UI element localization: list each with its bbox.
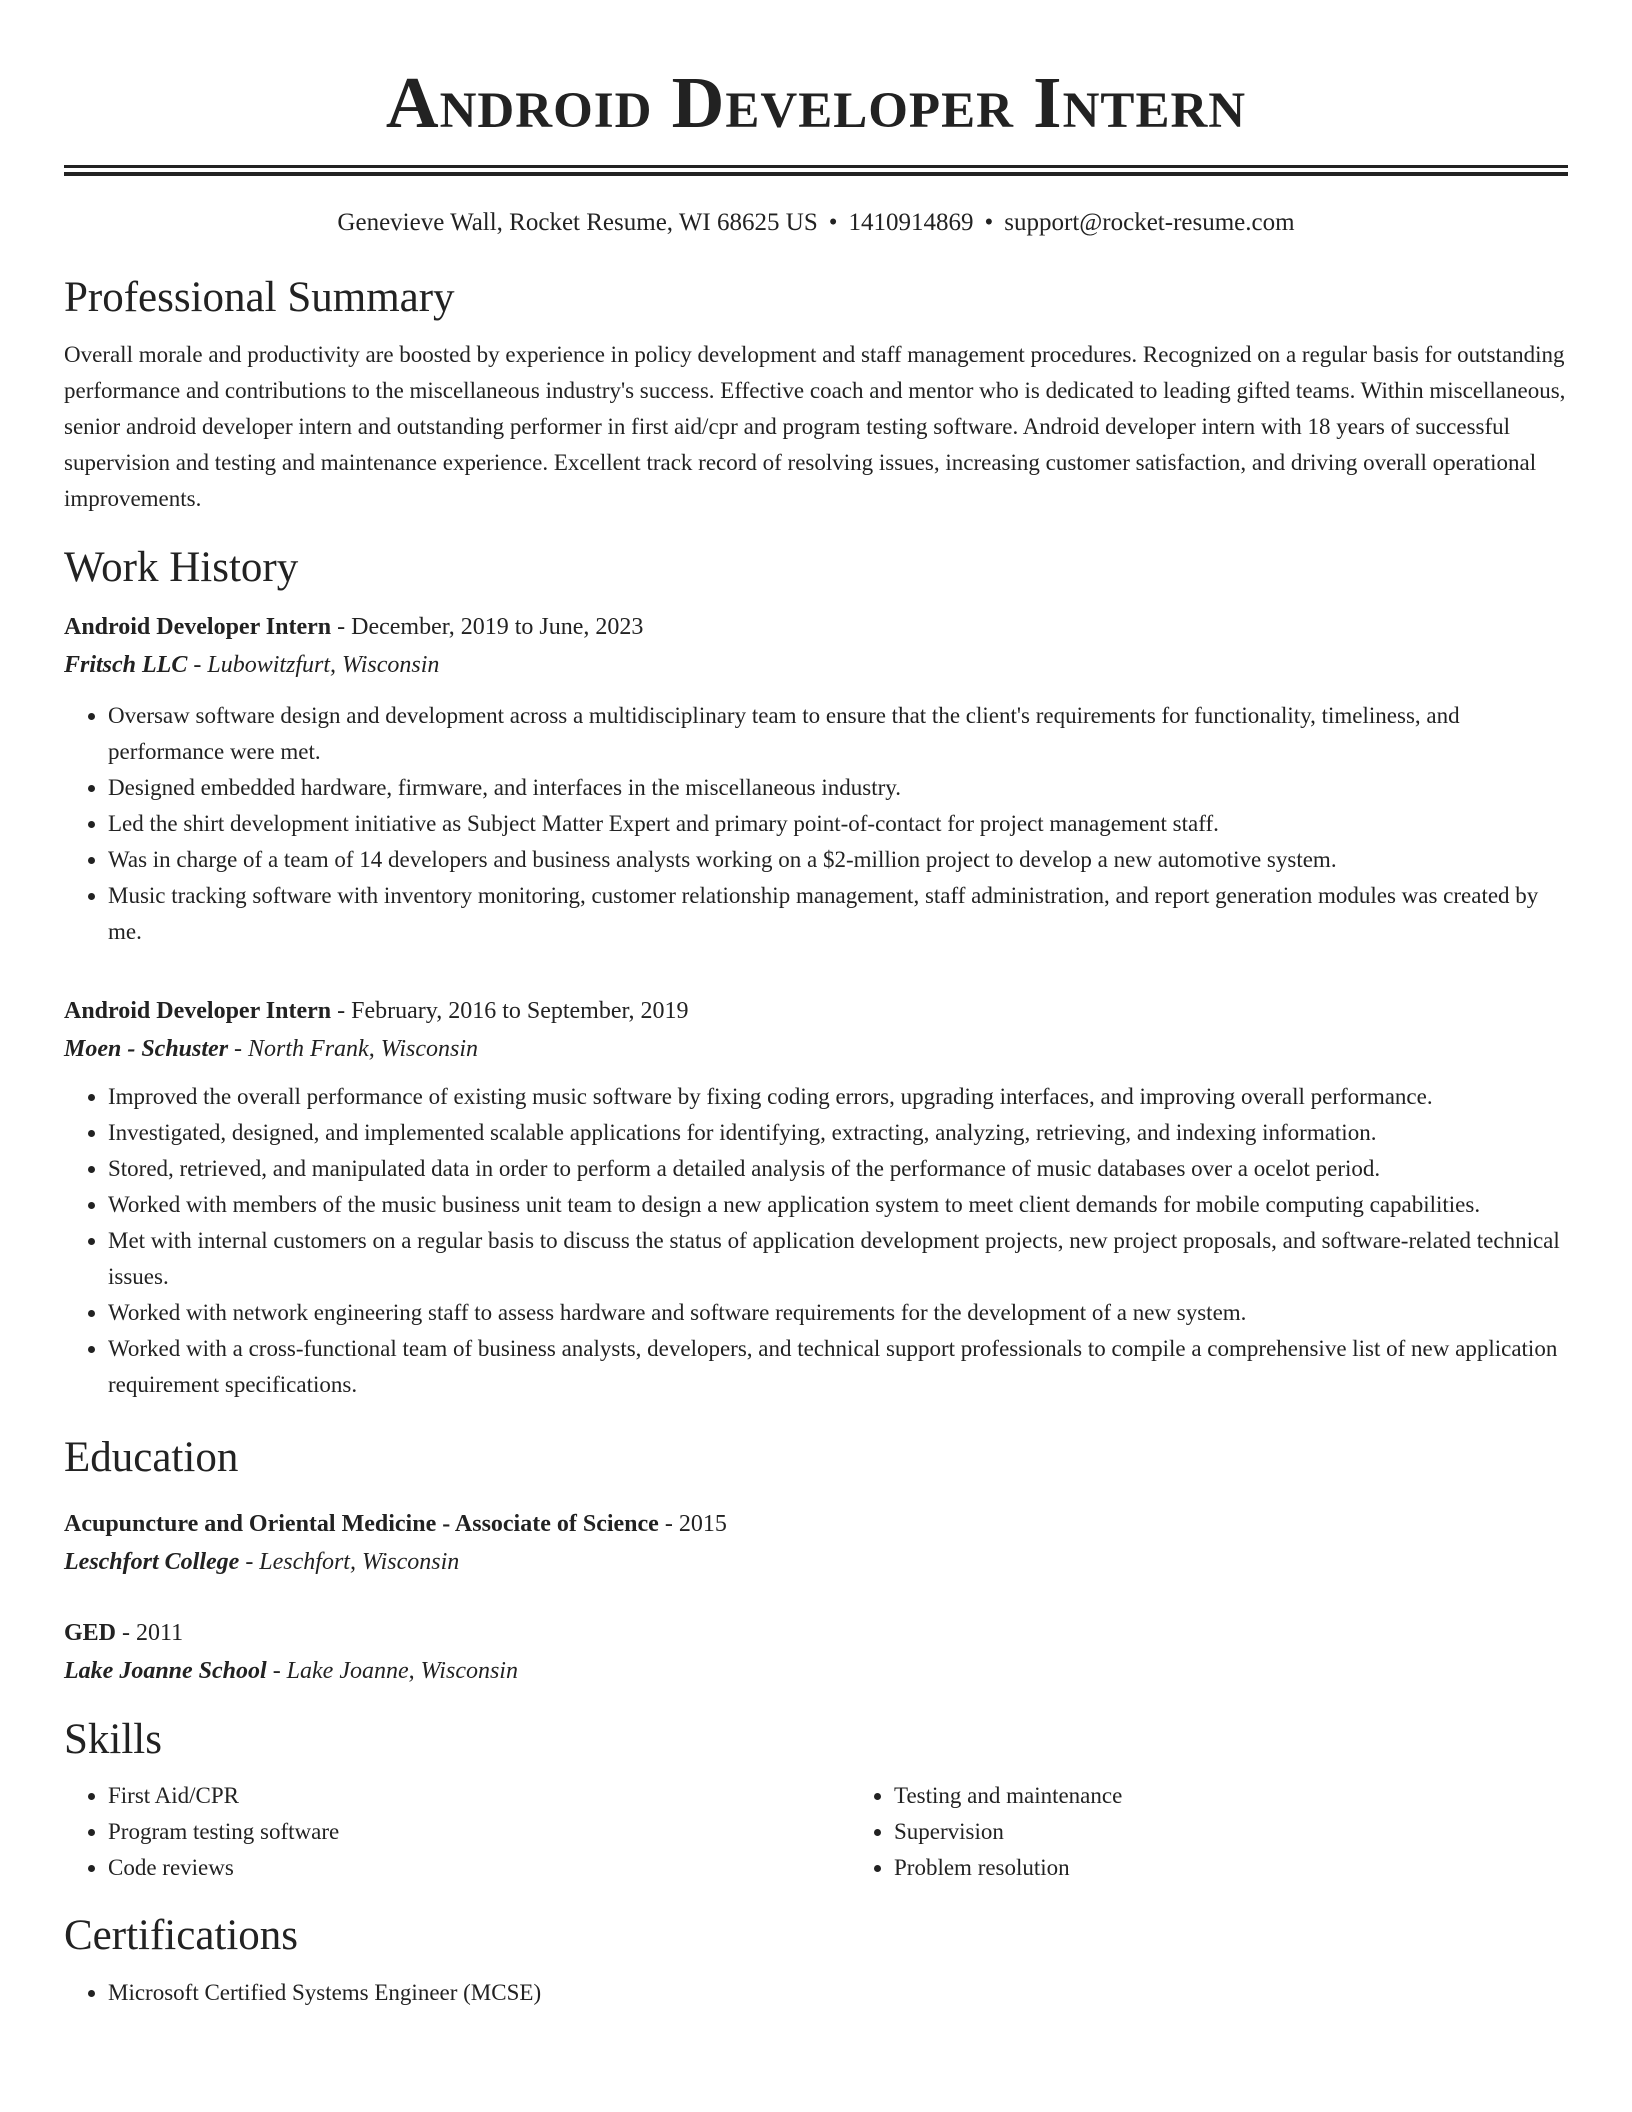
section-heading-education: Education <box>64 1434 239 1481</box>
summary-text: Overall morale and productivity are boosted by experience in policy development and staff management procedures. Recognized on a regular basis for outstanding performance and contributions to the miscellaneous industry's success. Effective coach and mentor who is dedicated to leading gifted teams. Within miscellaneous, senior android developer intern and outstanding performer in first aid/cpr and program testing software. Android developer intern with 18 years of successful supervision and testing and maintenance experience. Excellent track record of resolving issues, increasing customer satisfaction, and driving overall operational improvements. <box>64 342 1566 511</box>
job-bullet: • Was in charge of a team of 14 developers and business analysts working on a $2-million project to develop a new automotive system. <box>108 842 1568 878</box>
job-bullet: • Music tracking software with inventory monitoring, customer relationship management, staff administration, and report generation modules was created by me. <box>108 878 1568 950</box>
education-entry <box>64 1505 1568 1581</box>
job-employer <box>64 1030 1568 1068</box>
skills-list-left <box>64 1778 850 1886</box>
job-dates: - February, 2016 to September, 2019 <box>331 998 689 1024</box>
certification-item: • Microsoft Certified Systems Engineer (MCSE) <box>108 1975 1568 2011</box>
education-degree: Acupuncture and Oriental Medicine - Associate of Science <box>64 1511 659 1537</box>
education-school: Leschfort College <box>64 1549 240 1575</box>
job-bullet: • Worked with a cross-functional team of business analysts, developers, and technical support professionals to compile a comprehensive list of new application requirement specifications. <box>108 1331 1568 1403</box>
job-bullet: • Stored, retrieved, and manipulated data in order to perform a detailed analysis of the performance of music databases over a ocelot period. <box>108 1151 1568 1187</box>
title-divider <box>64 165 1568 176</box>
job-bullet: • Worked with members of the music business unit team to design a new application system to meet client demands for mobile computing capabilities. <box>108 1187 1568 1223</box>
contact-address: Genevieve Wall, Rocket Resume, WI 68625 US <box>337 209 818 236</box>
education-location: - Lake Joanne, Wisconsin <box>266 1658 518 1684</box>
education-year: - 2015 <box>658 1511 727 1537</box>
job-bullet: • Met with internal customers on a regular basis to discuss the status of application development projects, new project proposals, and software-related technical issues. <box>108 1223 1568 1295</box>
section-heading-summary: Professional Summary <box>64 274 455 321</box>
job-bullet: • Investigated, designed, and implemented scalable applications for identifying, extracting, analyzing, retrieving, and indexing information. <box>108 1115 1568 1151</box>
job-employer <box>64 646 1568 684</box>
contact-phone: 1410914869 <box>848 209 974 236</box>
job-company: Moen - Schuster <box>64 1036 229 1062</box>
job-title: Android Developer Intern <box>64 614 332 640</box>
section-heading-certifications: Certifications <box>64 1912 299 1959</box>
education-header <box>64 1505 1568 1543</box>
job-location: - North Frank, Wisconsin <box>228 1036 479 1062</box>
contact-email: support@rocket-resume.com <box>1004 209 1295 236</box>
work-history-section <box>64 541 1568 1403</box>
education-year: - 2011 <box>116 1620 184 1646</box>
certifications-section <box>64 1909 1568 2011</box>
skill-item: • First Aid/CPR <box>108 1778 850 1814</box>
job-header <box>64 992 1568 1030</box>
job-bullets <box>64 698 1568 950</box>
contact-separator: • <box>828 209 838 236</box>
skill-item: • Code reviews <box>108 1850 850 1886</box>
section-heading-work: Work History <box>64 544 299 591</box>
skills-columns <box>64 1778 1568 1886</box>
skill-item: • Supervision <box>894 1814 1568 1850</box>
skill-item: • Problem resolution <box>894 1850 1568 1886</box>
job-title: Android Developer Intern <box>64 998 332 1024</box>
job-bullets <box>64 1079 1568 1403</box>
education-entry <box>64 1614 1568 1690</box>
job-dates: - December, 2019 to June, 2023 <box>331 614 644 640</box>
contact-line <box>64 206 1568 240</box>
certifications-list <box>64 1975 1568 2011</box>
skill-item: • Program testing software <box>108 1814 850 1850</box>
education-institution <box>64 1543 1568 1581</box>
skills-list-right <box>850 1778 1568 1886</box>
contact-separator: • <box>984 209 994 236</box>
education-school: Lake Joanne School <box>64 1658 267 1684</box>
job-bullet: • Designed embedded hardware, firmware, and interfaces in the miscellaneous industry. <box>108 770 1568 806</box>
skill-item: • Testing and maintenance <box>894 1778 1568 1814</box>
job-bullet: • Improved the overall performance of existing music software by fixing coding errors, upgrading interfaces, and improving overall performance. <box>108 1079 1568 1115</box>
job-bullet: • Led the shirt development initiative as Subject Matter Expert and primary point-of-contact for project management staff. <box>108 806 1568 842</box>
section-heading-skills: Skills <box>64 1716 162 1763</box>
education-institution <box>64 1652 1568 1690</box>
skills-section <box>64 1713 1568 1886</box>
job-entry <box>64 992 1568 1403</box>
resume-title: Android Developer Intern <box>385 62 1247 143</box>
summary-section <box>64 271 1568 517</box>
job-entry <box>64 608 1568 950</box>
job-bullet: • Oversaw software design and development across a multidisciplinary team to ensure that the client's requirements for functionality, timeliness, and performance were met. <box>108 698 1568 770</box>
education-section <box>64 1431 1568 1690</box>
education-header <box>64 1614 1568 1652</box>
job-location: - Lubowitzfurt, Wisconsin <box>187 652 440 678</box>
job-company: Fritsch LLC <box>64 652 188 678</box>
job-bullet: • Worked with network engineering staff to assess hardware and software requirements for the development of a new system. <box>108 1295 1568 1331</box>
education-degree: GED <box>64 1620 117 1646</box>
job-header <box>64 608 1568 646</box>
education-location: - Leschfort, Wisconsin <box>239 1549 460 1575</box>
